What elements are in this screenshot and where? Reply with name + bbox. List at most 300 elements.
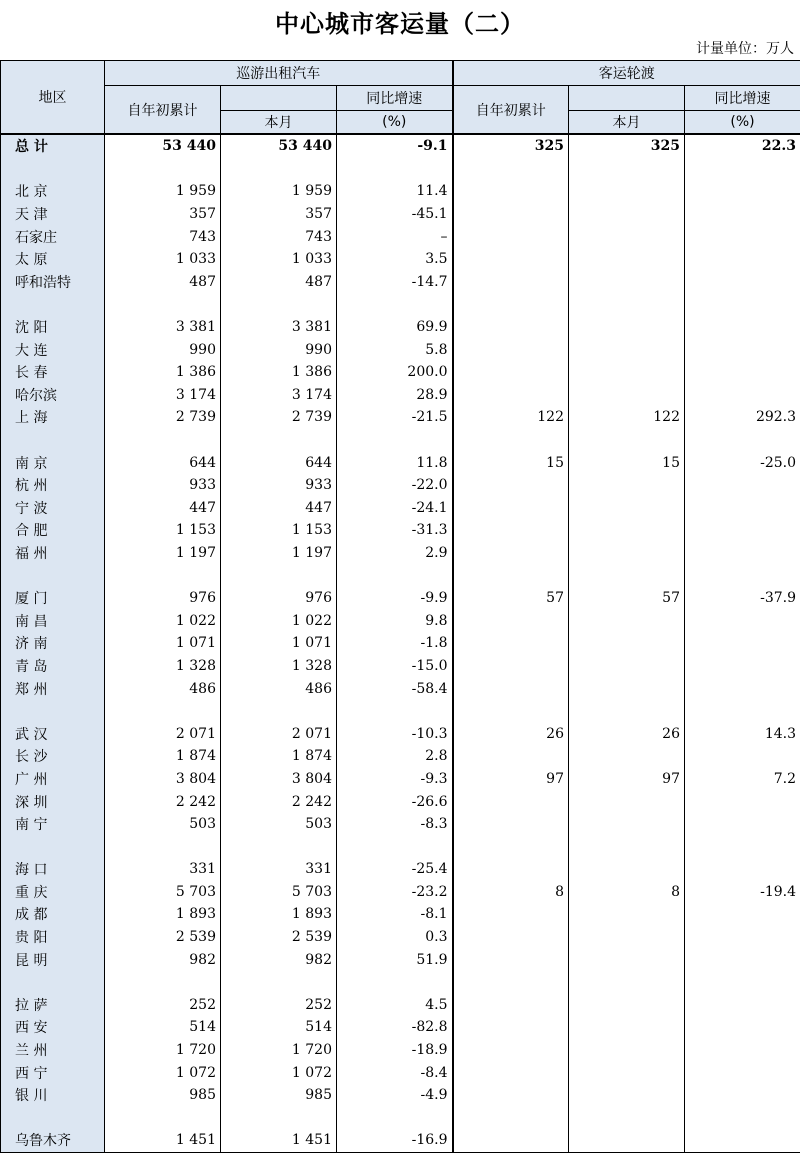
ferry-month-cell: 26 <box>569 722 685 745</box>
region-cell: 宁 波 <box>1 497 105 520</box>
region-cell: 海 口 <box>1 858 105 881</box>
taxi-month-cell: 487 <box>221 271 337 294</box>
ferry-cum-cell <box>453 248 569 271</box>
ferry-yoy-cell <box>685 903 800 926</box>
region-cell: 贵 阳 <box>1 926 105 949</box>
ferry-yoy-cell <box>685 1107 800 1130</box>
ferry-yoy-cell <box>685 994 800 1017</box>
taxi-cum-cell: 1 451 <box>105 1129 221 1152</box>
ferry-cum-cell: 97 <box>453 768 569 791</box>
taxi-yoy-cell: -31.3 <box>337 519 453 542</box>
ferry-cum-cell <box>453 835 569 858</box>
ferry-month-cell <box>569 790 685 813</box>
ferry-yoy-cell <box>685 971 800 994</box>
ferry-yoy-cell <box>685 677 800 700</box>
taxi-yoy-cell: 9.8 <box>337 609 453 632</box>
ferry-cum-cell <box>453 994 569 1017</box>
ferry-month-cell <box>569 384 685 407</box>
ferry-yoy-cell <box>685 745 800 768</box>
taxi-cum-cell <box>105 835 221 858</box>
table-row <box>1 722 800 745</box>
header-ferry-cumulative: 自年初累计 <box>453 86 569 135</box>
ferry-yoy-cell <box>685 926 800 949</box>
taxi-month-cell: 1 328 <box>221 655 337 678</box>
ferry-yoy-cell: 14.3 <box>685 722 800 745</box>
region-cell: 南 京 <box>1 451 105 474</box>
taxi-cum-cell: 2 242 <box>105 790 221 813</box>
taxi-cum-cell: 357 <box>105 203 221 226</box>
ferry-cum-cell <box>453 158 569 181</box>
table-row <box>1 384 800 407</box>
taxi-yoy-cell <box>337 429 453 452</box>
region-cell: 郑 州 <box>1 677 105 700</box>
ferry-cum-cell <box>453 858 569 881</box>
taxi-cum-cell: 1 033 <box>105 248 221 271</box>
taxi-yoy-cell <box>337 700 453 723</box>
ferry-month-cell <box>569 293 685 316</box>
table-row <box>1 1129 800 1152</box>
ferry-month-cell <box>569 1084 685 1107</box>
header-ferry-group: 客运轮渡 <box>453 61 800 86</box>
ferry-month-cell <box>569 835 685 858</box>
ferry-yoy-cell <box>685 835 800 858</box>
taxi-cum-cell: 5 703 <box>105 881 221 904</box>
taxi-cum-cell: 1 720 <box>105 1039 221 1062</box>
ferry-month-cell: 97 <box>569 768 685 791</box>
spacer-row <box>1 293 800 316</box>
ferry-yoy-cell <box>685 180 800 203</box>
region-cell: 拉 萨 <box>1 994 105 1017</box>
taxi-cum-cell: 252 <box>105 994 221 1017</box>
taxi-cum-cell: 990 <box>105 338 221 361</box>
region-cell: 北 京 <box>1 180 105 203</box>
taxi-yoy-cell: -25.4 <box>337 858 453 881</box>
ferry-cum-cell <box>453 361 569 384</box>
taxi-cum-cell: 1 893 <box>105 903 221 926</box>
ferry-month-cell <box>569 180 685 203</box>
taxi-month-cell: 2 242 <box>221 790 337 813</box>
ferry-cum-cell <box>453 903 569 926</box>
page-title: 中心城市客运量（二） <box>0 4 800 39</box>
taxi-month-cell <box>221 158 337 181</box>
taxi-month-cell: 2 539 <box>221 926 337 949</box>
taxi-month-cell: 3 381 <box>221 316 337 339</box>
ferry-yoy-cell <box>685 248 800 271</box>
region-cell: 长 春 <box>1 361 105 384</box>
table-row <box>1 609 800 632</box>
region-cell: 厦 门 <box>1 587 105 610</box>
ferry-cum-cell <box>453 316 569 339</box>
taxi-cum-cell: 1 328 <box>105 655 221 678</box>
ferry-cum-cell <box>453 655 569 678</box>
ferry-month-cell <box>569 1061 685 1084</box>
taxi-yoy-cell: -8.4 <box>337 1061 453 1084</box>
ferry-month-cell <box>569 271 685 294</box>
taxi-cum-cell: 1 072 <box>105 1061 221 1084</box>
ferry-cum-cell <box>453 813 569 836</box>
region-cell: 武 汉 <box>1 722 105 745</box>
ferry-month-cell <box>569 158 685 181</box>
taxi-yoy-cell: 28.9 <box>337 384 453 407</box>
taxi-yoy-cell: 2.8 <box>337 745 453 768</box>
table-row <box>1 316 800 339</box>
ferry-yoy-cell <box>685 564 800 587</box>
taxi-yoy-cell: – <box>337 225 453 248</box>
spacer-row <box>1 700 800 723</box>
ferry-month-cell <box>569 564 685 587</box>
ferry-cum-cell <box>453 1039 569 1062</box>
ferry-cum-cell <box>453 948 569 971</box>
taxi-yoy-cell: -45.1 <box>337 203 453 226</box>
ferry-cum-cell: 26 <box>453 722 569 745</box>
region-cell: 上 海 <box>1 406 105 429</box>
taxi-yoy-cell: -82.8 <box>337 1016 453 1039</box>
taxi-month-cell: 447 <box>221 497 337 520</box>
ferry-month-cell <box>569 926 685 949</box>
ferry-month-cell <box>569 677 685 700</box>
region-cell: 兰 州 <box>1 1039 105 1062</box>
table-row <box>1 881 800 904</box>
taxi-month-cell: 933 <box>221 474 337 497</box>
taxi-month-cell: 976 <box>221 587 337 610</box>
region-cell <box>1 564 105 587</box>
spacer-row <box>1 429 800 452</box>
table-row <box>1 745 800 768</box>
header-taxi-month: 本月 <box>221 111 337 135</box>
ferry-cum-cell <box>453 745 569 768</box>
taxi-month-cell: 1 874 <box>221 745 337 768</box>
ferry-cum-cell <box>453 790 569 813</box>
taxi-cum-cell: 1 959 <box>105 180 221 203</box>
ferry-yoy-cell <box>685 948 800 971</box>
taxi-yoy-cell: 11.4 <box>337 180 453 203</box>
taxi-cum-cell: 2 539 <box>105 926 221 949</box>
taxi-cum-cell <box>105 564 221 587</box>
region-cell: 乌鲁木齐 <box>1 1129 105 1152</box>
ferry-cum-cell <box>453 971 569 994</box>
region-cell: 杭 州 <box>1 474 105 497</box>
taxi-yoy-cell: -9.1 <box>337 134 453 158</box>
ferry-cum-cell <box>453 926 569 949</box>
ferry-yoy-cell: -25.0 <box>685 451 800 474</box>
taxi-yoy-cell: -10.3 <box>337 722 453 745</box>
region-cell: 石家庄 <box>1 225 105 248</box>
taxi-month-cell: 644 <box>221 451 337 474</box>
region-cell: 西 宁 <box>1 1061 105 1084</box>
taxi-month-cell: 982 <box>221 948 337 971</box>
table-row <box>1 994 800 1017</box>
table-row <box>1 790 800 813</box>
table-row <box>1 1016 800 1039</box>
table-row <box>1 1039 800 1062</box>
region-cell: 成 都 <box>1 903 105 926</box>
taxi-cum-cell: 487 <box>105 271 221 294</box>
ferry-yoy-cell <box>685 361 800 384</box>
region-cell <box>1 835 105 858</box>
region-cell: 南 宁 <box>1 813 105 836</box>
taxi-cum-cell: 985 <box>105 1084 221 1107</box>
ferry-cum-cell <box>453 1016 569 1039</box>
taxi-yoy-cell <box>337 293 453 316</box>
taxi-month-cell: 2 071 <box>221 722 337 745</box>
taxi-month-cell: 1 153 <box>221 519 337 542</box>
ferry-month-cell <box>569 813 685 836</box>
taxi-cum-cell: 1 197 <box>105 542 221 565</box>
ferry-yoy-cell <box>685 1016 800 1039</box>
taxi-month-cell: 1 720 <box>221 1039 337 1062</box>
ferry-yoy-cell <box>685 293 800 316</box>
region-cell: 广 州 <box>1 768 105 791</box>
header-taxi-percent: (%) <box>337 111 453 135</box>
ferry-cum-cell: 57 <box>453 587 569 610</box>
taxi-month-cell: 1 386 <box>221 361 337 384</box>
region-cell: 济 南 <box>1 632 105 655</box>
taxi-yoy-cell: -22.0 <box>337 474 453 497</box>
header-taxi-cumulative: 自年初累计 <box>105 86 221 135</box>
table-row <box>1 519 800 542</box>
ferry-yoy-cell: 22.3 <box>685 134 800 158</box>
taxi-month-cell: 1 451 <box>221 1129 337 1152</box>
taxi-cum-cell: 447 <box>105 497 221 520</box>
table-row <box>1 903 800 926</box>
header-ferry-month: 本月 <box>569 111 685 135</box>
region-cell <box>1 700 105 723</box>
header-taxi-group: 巡游出租汽车 <box>105 61 453 86</box>
ferry-month-cell <box>569 316 685 339</box>
taxi-yoy-cell: 0.3 <box>337 926 453 949</box>
ferry-cum-cell: 325 <box>453 134 569 158</box>
ferry-month-cell: 15 <box>569 451 685 474</box>
taxi-month-cell <box>221 429 337 452</box>
region-cell: 深 圳 <box>1 790 105 813</box>
ferry-yoy-cell <box>685 1129 800 1152</box>
table-row <box>1 677 800 700</box>
ferry-cum-cell <box>453 384 569 407</box>
ferry-month-cell <box>569 1107 685 1130</box>
ferry-cum-cell <box>453 632 569 655</box>
ferry-cum-cell: 122 <box>453 406 569 429</box>
table-row <box>1 655 800 678</box>
table-row <box>1 813 800 836</box>
region-cell: 重 庆 <box>1 881 105 904</box>
taxi-month-cell: 1 959 <box>221 180 337 203</box>
ferry-month-cell <box>569 474 685 497</box>
taxi-yoy-cell <box>337 971 453 994</box>
taxi-cum-cell: 1 874 <box>105 745 221 768</box>
ferry-month-cell <box>569 203 685 226</box>
taxi-month-cell: 1 072 <box>221 1061 337 1084</box>
region-cell: 总 计 <box>1 134 105 158</box>
region-cell: 青 岛 <box>1 655 105 678</box>
ferry-cum-cell <box>453 1107 569 1130</box>
header-ferry-percent: (%) <box>685 111 800 135</box>
region-cell: 昆 明 <box>1 948 105 971</box>
ferry-yoy-cell <box>685 474 800 497</box>
ferry-yoy-cell <box>685 271 800 294</box>
taxi-cum-cell: 486 <box>105 677 221 700</box>
spacer-row <box>1 971 800 994</box>
taxi-month-cell: 514 <box>221 1016 337 1039</box>
ferry-cum-cell <box>453 700 569 723</box>
taxi-yoy-cell: -58.4 <box>337 677 453 700</box>
taxi-cum-cell <box>105 429 221 452</box>
ferry-month-cell <box>569 497 685 520</box>
taxi-yoy-cell: -18.9 <box>337 1039 453 1062</box>
ferry-cum-cell <box>453 497 569 520</box>
table-row <box>1 474 800 497</box>
region-cell: 大 连 <box>1 338 105 361</box>
taxi-yoy-cell: 2.9 <box>337 542 453 565</box>
header-ferry-yoy: 同比增速 <box>685 86 800 111</box>
ferry-cum-cell: 8 <box>453 881 569 904</box>
ferry-yoy-cell <box>685 225 800 248</box>
ferry-yoy-cell: 7.2 <box>685 768 800 791</box>
taxi-cum-cell: 331 <box>105 858 221 881</box>
taxi-cum-cell <box>105 700 221 723</box>
ferry-yoy-cell <box>685 497 800 520</box>
taxi-cum-cell: 1 022 <box>105 609 221 632</box>
taxi-cum-cell <box>105 293 221 316</box>
ferry-month-cell <box>569 542 685 565</box>
region-cell <box>1 429 105 452</box>
ferry-month-cell <box>569 745 685 768</box>
header-region: 地区 <box>1 61 105 135</box>
ferry-month-cell: 8 <box>569 881 685 904</box>
region-cell: 西 安 <box>1 1016 105 1039</box>
table-row <box>1 338 800 361</box>
ferry-yoy-cell <box>685 609 800 632</box>
taxi-yoy-cell <box>337 564 453 587</box>
taxi-month-cell: 1 022 <box>221 609 337 632</box>
unit-note: 计量单位：万人 <box>696 38 794 58</box>
table-row <box>1 587 800 610</box>
taxi-yoy-cell: 200.0 <box>337 361 453 384</box>
taxi-month-cell: 743 <box>221 225 337 248</box>
header-taxi-yoy: 同比增速 <box>337 86 453 111</box>
taxi-yoy-cell: 5.8 <box>337 338 453 361</box>
table-row <box>1 451 800 474</box>
taxi-cum-cell: 503 <box>105 813 221 836</box>
region-cell: 银 川 <box>1 1084 105 1107</box>
table-row <box>1 926 800 949</box>
ferry-month-cell <box>569 338 685 361</box>
ferry-cum-cell <box>453 542 569 565</box>
taxi-yoy-cell: -9.9 <box>337 587 453 610</box>
ferry-yoy-cell <box>685 158 800 181</box>
taxi-month-cell: 357 <box>221 203 337 226</box>
taxi-cum-cell: 976 <box>105 587 221 610</box>
taxi-yoy-cell: 51.9 <box>337 948 453 971</box>
table-row <box>1 497 800 520</box>
ferry-yoy-cell <box>685 1039 800 1062</box>
ferry-cum-cell <box>453 293 569 316</box>
ferry-month-cell: 325 <box>569 134 685 158</box>
taxi-cum-cell: 644 <box>105 451 221 474</box>
taxi-month-cell: 5 703 <box>221 881 337 904</box>
ferry-cum-cell <box>453 1084 569 1107</box>
taxi-month-cell: 1 033 <box>221 248 337 271</box>
region-cell <box>1 1107 105 1130</box>
ferry-yoy-cell <box>685 813 800 836</box>
ferry-yoy-cell <box>685 1084 800 1107</box>
taxi-cum-cell <box>105 158 221 181</box>
table-row <box>1 542 800 565</box>
region-cell: 长 沙 <box>1 745 105 768</box>
region-cell: 哈尔滨 <box>1 384 105 407</box>
region-cell: 天 津 <box>1 203 105 226</box>
taxi-month-cell <box>221 1107 337 1130</box>
table-row <box>1 203 800 226</box>
taxi-month-cell <box>221 700 337 723</box>
taxi-yoy-cell: 4.5 <box>337 994 453 1017</box>
ferry-cum-cell <box>453 180 569 203</box>
ferry-yoy-cell <box>685 429 800 452</box>
taxi-yoy-cell: -8.1 <box>337 903 453 926</box>
taxi-yoy-cell: -26.6 <box>337 790 453 813</box>
taxi-month-cell: 486 <box>221 677 337 700</box>
ferry-month-cell <box>569 971 685 994</box>
ferry-yoy-cell <box>685 655 800 678</box>
taxi-month-cell: 3 174 <box>221 384 337 407</box>
table-row <box>1 225 800 248</box>
taxi-cum-cell: 982 <box>105 948 221 971</box>
taxi-yoy-cell: -4.9 <box>337 1084 453 1107</box>
taxi-cum-cell: 1 153 <box>105 519 221 542</box>
table-row <box>1 632 800 655</box>
taxi-month-cell: 1 893 <box>221 903 337 926</box>
ferry-month-cell <box>569 700 685 723</box>
ferry-month-cell: 122 <box>569 406 685 429</box>
ferry-month-cell <box>569 994 685 1017</box>
spacer-row <box>1 1107 800 1130</box>
header-taxi-blank <box>221 86 337 111</box>
ferry-yoy-cell <box>685 542 800 565</box>
taxi-yoy-cell: -15.0 <box>337 655 453 678</box>
taxi-yoy-cell: -23.2 <box>337 881 453 904</box>
taxi-yoy-cell: -16.9 <box>337 1129 453 1152</box>
taxi-yoy-cell: -1.8 <box>337 632 453 655</box>
ferry-yoy-cell <box>685 384 800 407</box>
taxi-cum-cell: 3 174 <box>105 384 221 407</box>
taxi-cum-cell: 3 381 <box>105 316 221 339</box>
taxi-yoy-cell: 3.5 <box>337 248 453 271</box>
taxi-yoy-cell: -14.7 <box>337 271 453 294</box>
table-row <box>1 768 800 791</box>
ferry-cum-cell: 15 <box>453 451 569 474</box>
ferry-month-cell <box>569 361 685 384</box>
ferry-cum-cell <box>453 519 569 542</box>
taxi-cum-cell: 2 071 <box>105 722 221 745</box>
taxi-cum-cell: 514 <box>105 1016 221 1039</box>
taxi-month-cell: 2 739 <box>221 406 337 429</box>
ferry-month-cell <box>569 903 685 926</box>
taxi-month-cell: 1 197 <box>221 542 337 565</box>
taxi-month-cell <box>221 564 337 587</box>
table-row <box>1 361 800 384</box>
ferry-cum-cell <box>453 271 569 294</box>
taxi-cum-cell: 933 <box>105 474 221 497</box>
region-cell: 合 肥 <box>1 519 105 542</box>
ferry-cum-cell <box>453 474 569 497</box>
ferry-yoy-cell: -19.4 <box>685 881 800 904</box>
table-row <box>1 248 800 271</box>
ferry-cum-cell <box>453 677 569 700</box>
taxi-month-cell: 331 <box>221 858 337 881</box>
taxi-cum-cell: 743 <box>105 225 221 248</box>
region-cell <box>1 971 105 994</box>
ferry-month-cell <box>569 519 685 542</box>
taxi-yoy-cell <box>337 1107 453 1130</box>
